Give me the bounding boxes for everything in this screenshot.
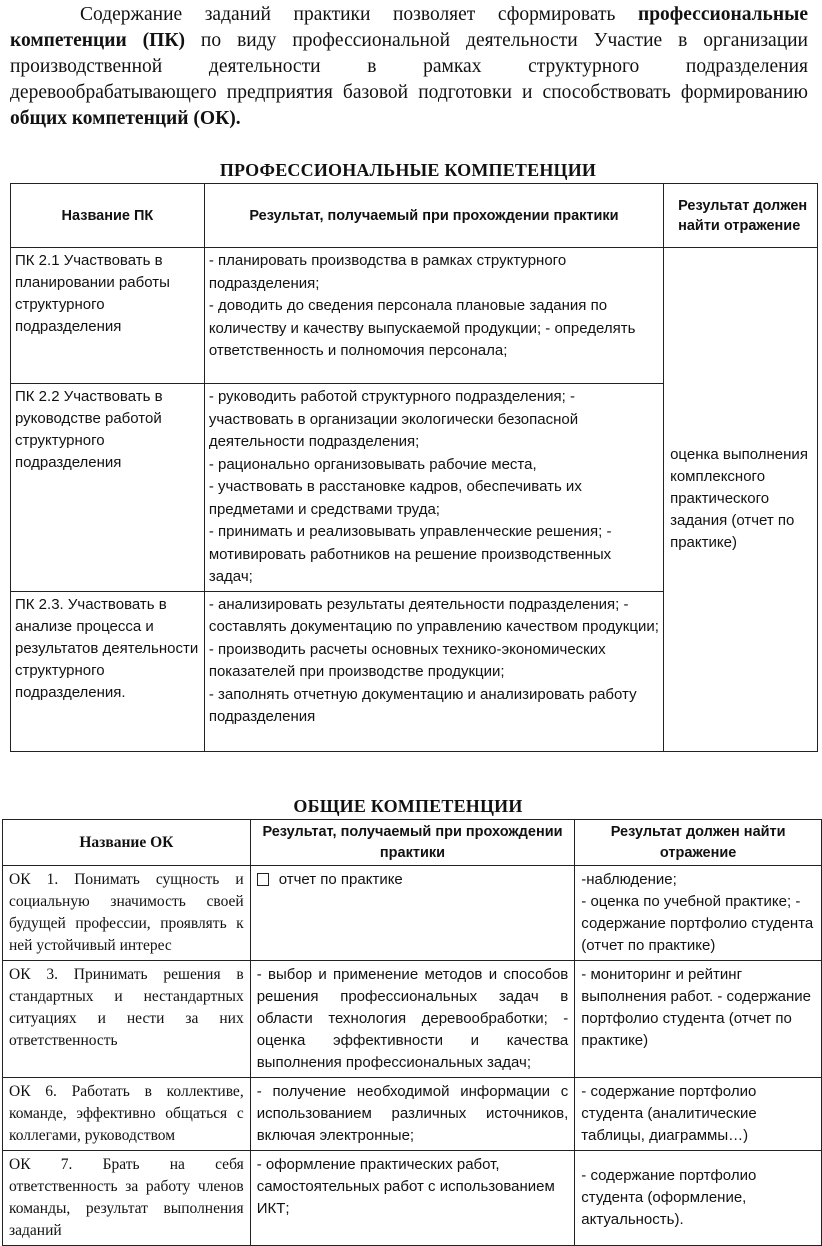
ok-name-cell: ОК 6. Работать в коллективе, команде, эффективно общаться с коллегами, руководством (3, 1078, 251, 1151)
pk-header-reflection: Результат должен найти отражение (664, 184, 818, 248)
ok-header-result: Результат, получаемый при прохождении практики (250, 820, 575, 866)
pk-section-title: ПРОФЕССИОНАЛЬНЫЕ КОМПЕТЕНЦИИ (219, 160, 597, 180)
ok-reflection-cell: -наблюдение; - оценка по учебной практике; - содержание портфолио студента (отчет по практике) (575, 866, 822, 961)
ok-header-row (3, 820, 822, 866)
table-row (3, 1078, 822, 1151)
ok-header-reflection: Результат должен найти отражение (575, 820, 822, 866)
intro-text-2: по виду профессиональной деятельности Участие в организации производственной деятельности в рамках структурного подразделения деревообрабатывающего предприятия базовой подготовки и способствовать формированию (10, 30, 808, 103)
ok-result-cell (250, 866, 575, 961)
pk-table (10, 183, 818, 752)
ok-table (2, 819, 822, 1246)
checkbox-bullet-icon (257, 873, 269, 886)
ok-name-cell: ОК 7. Брать на себя ответственность за работу членов команды, результат выполнения заданий (3, 1151, 251, 1246)
pk-reflection-cell: оценка выполнения комплексного практического задания (отчет по практике) (664, 248, 818, 752)
ok-result-text: отчет по практике (278, 871, 403, 888)
ok-name-cell: ОК 3. Принимать решения в стандартных и нестандартных ситуациях и нести за них ответственность (3, 961, 251, 1078)
table-row (3, 866, 822, 961)
pk-header-name: Название ПК (11, 184, 205, 248)
pk-header-result: Результат, получаемый при прохождении практики (204, 184, 663, 248)
ok-name-cell: ОК 1. Понимать сущность и социальную значимость своей будущей профессии, проявлять к ней устойчивый интерес (3, 866, 251, 961)
ok-result-cell: - выбор и применение методов и способов решения профессиональных задач в области технология деревообработки; - оценка эффективности и качества выполнения профессиональных задач; (250, 961, 575, 1078)
pk-name-cell: ПК 2.2 Участвовать в руководстве работой структурного подразделения (11, 384, 205, 592)
table-row (3, 961, 822, 1078)
pk-result-cell: - планировать производства в рамках структурного подразделения; - доводить до сведения персонала плановые задания по количеству и качеству выпускаемой продукции; - определять ответственность и полномочия персонала; (204, 248, 663, 384)
intro-bold-pk: профессиональные компетенции (ПК) (10, 4, 808, 51)
pk-result-cell: - анализировать результаты деятельности подразделения; - составлять документацию по управлению качеством продукции; - производить расчеты основных технико-экономических показателей при производстве продукции; - заполнять отчетную документацию и анализировать работу подразделения (204, 591, 663, 751)
table-row (3, 1151, 822, 1246)
ok-reflection-cell: - мониторинг и рейтинг выполнения работ. - содержание портфолио студента (отчет по практике) (575, 961, 822, 1078)
pk-name-cell: ПК 2.3. Участвовать в анализе процесса и результатов деятельности структурного подразделения. (11, 591, 205, 751)
intro-paragraph (10, 2, 808, 132)
ok-result-cell: - оформление практических работ, самостоятельных работ с использованием ИКТ; (250, 1151, 575, 1246)
pk-name-cell: ПК 2.1 Участвовать в планировании работы структурного подразделения (11, 248, 205, 384)
ok-header-name: Название ОК (3, 820, 251, 866)
intro-text-1: Содержание заданий практики позволяет сформировать (80, 4, 638, 25)
pk-header-row (11, 184, 818, 248)
ok-reflection-cell: - содержание портфолио студента (оформление, актуальность). (575, 1151, 822, 1246)
ok-reflection-cell: - содержание портфолио студента (аналитические таблицы, диаграммы…) (575, 1078, 822, 1151)
ok-section-title: ОБЩИЕ КОМПЕТЕНЦИИ (293, 796, 523, 816)
ok-result-cell: - получение необходимой информации с использованием различных источников, включая электронные; (250, 1078, 575, 1151)
list-item (257, 869, 569, 891)
table-row (11, 248, 818, 384)
intro-bold-ok: общих компетенций (ОК). (10, 108, 241, 129)
pk-result-cell: - руководить работой структурного подразделения; - участвовать в организации экологически безопасной деятельности подразделения; - рационально организовывать рабочие места, - участвовать в расстановке кадров, обеспечивать их предметами и средствами труда; - принимать и реализовывать управленческие решения; - мотивировать работников на решение производственных задач; (204, 384, 663, 592)
